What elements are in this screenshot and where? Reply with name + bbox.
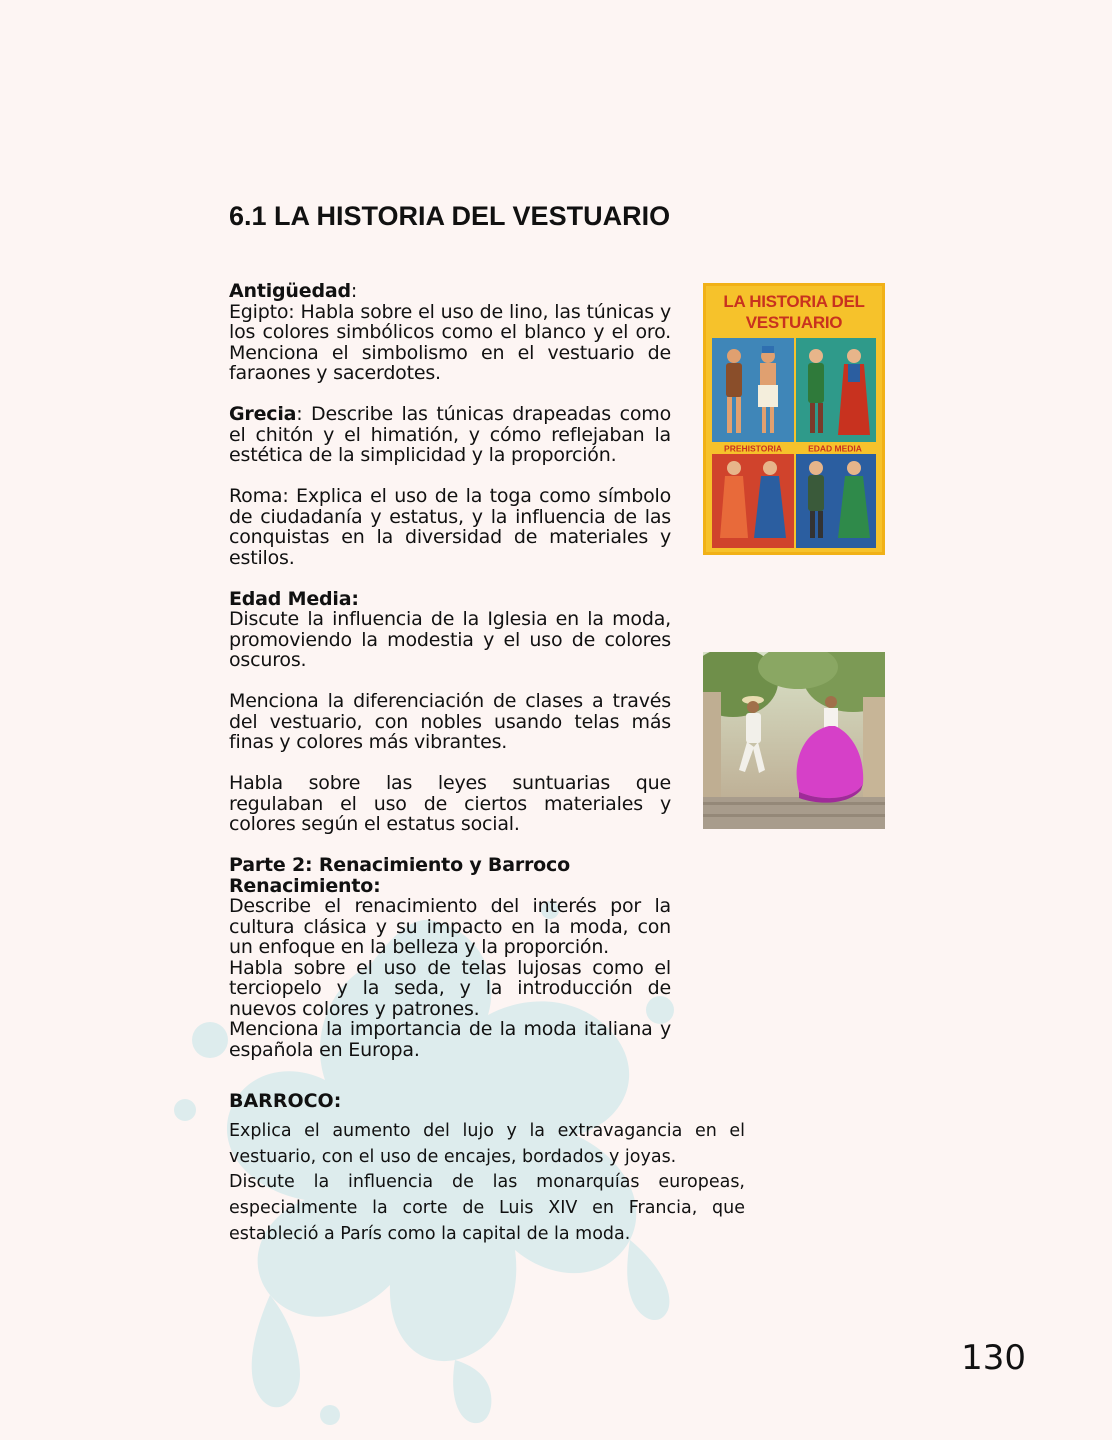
poster-illustration bbox=[712, 338, 876, 548]
antiguedad-heading: Antigüedad bbox=[229, 280, 351, 302]
main-text-column bbox=[229, 281, 671, 1081]
edad-media-heading: Edad Media: bbox=[229, 587, 359, 610]
edad-media-p1: Discute la influencia de la Iglesia en la moda, promoviendo la modestia y el uso de colores oscuros. bbox=[229, 608, 671, 671]
poster-title bbox=[706, 291, 882, 333]
renacimiento-p3: Menciona la importancia de la moda italiana y española en Europa. bbox=[229, 1018, 671, 1061]
poster-label-edad-media: EDAD MEDIA bbox=[808, 443, 862, 454]
parte2-heading: Parte 2: Renacimiento y Barroco bbox=[229, 854, 570, 876]
page-number: 130 bbox=[961, 1338, 1026, 1378]
grecia-text: : Describe las túnicas drapeadas como el chitón y el himatión, y cómo reflejaban la estética de la simplicidad y la proporción. bbox=[229, 403, 671, 466]
page-title: 6.1 LA HISTORIA DEL VESTUARIO bbox=[229, 201, 671, 231]
grecia-paragraph bbox=[229, 404, 671, 466]
folk-dancers-photo bbox=[703, 652, 885, 829]
edad-media-p2: Menciona la diferenciación de clases a través del vestuario, con nobles usando telas más finas y colores más vibrantes. bbox=[229, 690, 671, 753]
renacimiento-p2: Habla sobre el uso de telas lujosas como el terciopelo y la seda, y la introducción de nuevos colores y patrones. bbox=[229, 956, 671, 1020]
antiguedad-section bbox=[229, 281, 671, 384]
edad-media-section bbox=[229, 589, 671, 671]
poster-label-prehistoria: PREHISTORIA bbox=[724, 443, 782, 454]
barroco-p1: Explica el aumento del lujo y la extravagancia en el vestuario, con el uso de encajes, bordados y joyas. bbox=[229, 1121, 745, 1167]
costume-history-poster bbox=[703, 283, 885, 555]
parte2-section bbox=[229, 855, 671, 1060]
poster-title-line1: LA HISTORIA DEL bbox=[723, 292, 865, 311]
roma-paragraph: Roma: Explica el uso de la toga como símbolo de ciudadanía y estatus, y la influencia de las conquistas en la diversidad de materiales y estilos. bbox=[229, 485, 671, 569]
barroco-section bbox=[229, 1089, 745, 1248]
barroco-p2: Discute la influencia de las monarquías europeas, especialmente la corte de Luis XIV en Francia, que estableció a París como la capital de la moda. bbox=[229, 1172, 745, 1244]
renacimiento-p1: Describe el renacimiento del interés por la cultura clásica y su impacto en la moda, con un enfoque en la belleza y la proporción. bbox=[229, 895, 671, 958]
egipto-paragraph: Egipto: Habla sobre el uso de lino, las túnicas y los colores simbólicos como el blanco y el oro. Menciona el simbolismo en el vestuario de faraones y sacerdotes. bbox=[229, 300, 671, 384]
edad-media-p3: Habla sobre las leyes suntuarias que regulaban el uso de ciertos materiales y colores según el estatus social. bbox=[229, 772, 671, 835]
antiguedad-colon: : bbox=[350, 280, 358, 302]
barroco-heading: BARROCO: bbox=[229, 1090, 342, 1112]
renacimiento-heading: Renacimiento: bbox=[229, 874, 381, 897]
grecia-label: Grecia bbox=[229, 403, 297, 425]
poster-title-line2: VESTUARIO bbox=[745, 313, 843, 332]
